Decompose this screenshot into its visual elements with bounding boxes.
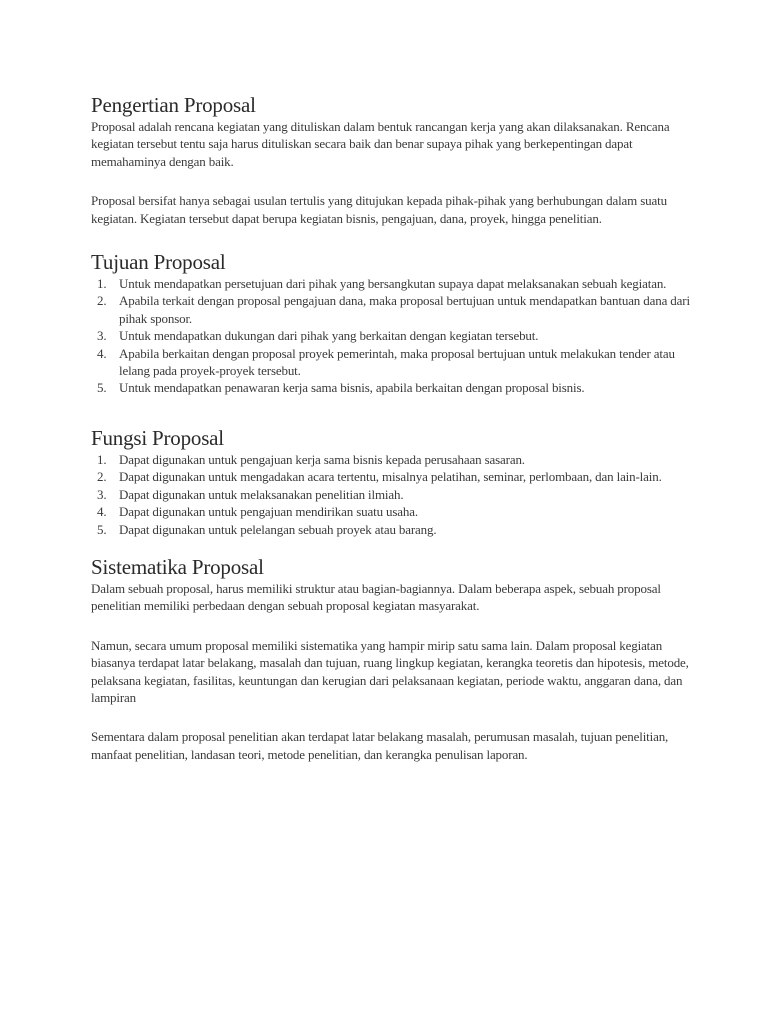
paragraph: Sementara dalam proposal penelitian akan terdapat latar belakang masalah, perumusan masalah, tujuan penelitian, manfaat penelitian, landasan teori, metode penelitian, dan kerangka penulisan laporan. bbox=[91, 729, 669, 762]
list-item-text: Dapat digunakan untuk pengajuan kerja sama bisnis kepada perusahaan sasaran. bbox=[119, 451, 525, 467]
list-number: 5. bbox=[97, 521, 107, 537]
section-title-tujuan: Tujuan Proposal bbox=[91, 250, 226, 275]
list-item-text: Apabila terkait dengan proposal pengajuan dana, maka proposal bertujuan untuk mendapatkan bantuan dana dari pihak sponsor. bbox=[119, 293, 690, 326]
tujuan-list bbox=[91, 275, 691, 397]
list-number: 1. bbox=[97, 451, 107, 467]
list-number: 3. bbox=[97, 486, 107, 502]
fungsi-list bbox=[91, 451, 691, 538]
list-item bbox=[91, 379, 691, 396]
list-item-text: Dapat digunakan untuk melaksanakan penelitian ilmiah. bbox=[119, 486, 404, 502]
section-sistematika bbox=[91, 554, 691, 763]
list-item-text: Untuk mendapatkan penawaran kerja sama bisnis, apabila berkaitan dengan proposal bisnis. bbox=[119, 380, 585, 396]
paragraph: Proposal bersifat hanya sebagai usulan tertulis yang ditujukan kepada pihak-pihak yang berhubungan dalam suatu kegiatan. Kegiatan tersebut dapat berupa kegiatan bisnis, pengajuan, dana, proyek, hingga penelitian. bbox=[91, 193, 667, 226]
paragraph: Namun, secara umum proposal memiliki sistematika yang hampir mirip satu sama lain. Dalam proposal kegiatan biasanya terdapat latar belakang, masalah dan tujuan, ruang lingkup kegiatan, kerangka teoretis dan hipotesis, metode, pelaksana kegiatan, fasilitas, keuntungan dan kerugian dari pelaksanaan kegiatan, periode waktu, anggaran dana, dan lampiran bbox=[91, 637, 689, 705]
list-item-text: Dapat digunakan untuk mengadakan acara tertentu, misalnya pelatihan, seminar, perlombaan, dan lain-lain. bbox=[119, 469, 662, 485]
list-item bbox=[91, 451, 691, 468]
section-pengertian bbox=[91, 92, 691, 227]
list-item bbox=[91, 345, 691, 380]
section-title-fungsi: Fungsi Proposal bbox=[91, 425, 224, 450]
list-item-text: Apabila berkaitan dengan proposal proyek pemerintah, maka proposal bertujuan untuk melakukan tender atau lelang pada proyek-proyek tersebut. bbox=[119, 345, 675, 379]
list-number: 5. bbox=[97, 380, 107, 396]
list-number: 2. bbox=[97, 469, 107, 485]
list-item-text: Untuk mendapatkan persetujuan dari pihak yang bersangkutan supaya dapat melaksanakan sebuah kegiatan. bbox=[119, 276, 667, 292]
list-number: 3. bbox=[97, 328, 107, 344]
document-page bbox=[91, 92, 691, 763]
list-number: 4. bbox=[97, 345, 107, 361]
list-item bbox=[91, 292, 691, 327]
list-number: 2. bbox=[97, 293, 107, 309]
list-item-text: Dapat digunakan untuk pelelangan sebuah proyek atau barang. bbox=[119, 521, 437, 537]
list-item-text: Untuk mendapatkan dukungan dari pihak yang berkaitan dengan kegiatan tersebut. bbox=[119, 328, 539, 344]
paragraph: Proposal adalah rencana kegiatan yang dituliskan dalam bentuk rancangan kerja yang akan dilaksanakan. Rencana kegiatan tersebut tentu saja harus dituliskan secara baik dan benar supaya pihak yang berkepentingan dapat memahaminya dengan baik. bbox=[91, 119, 670, 169]
list-number: 1. bbox=[97, 276, 107, 292]
list-item bbox=[91, 521, 691, 538]
section-tujuan bbox=[91, 249, 691, 397]
section-title-pengertian: Pengertian Proposal bbox=[91, 93, 256, 117]
list-number: 4. bbox=[97, 504, 107, 520]
list-item-text: Dapat digunakan untuk pengajuan mendirikan suatu usaha. bbox=[119, 504, 418, 520]
section-title-sistematika: Sistematika Proposal bbox=[91, 554, 264, 579]
list-item bbox=[91, 468, 691, 485]
paragraph: Dalam sebuah proposal, harus memiliki struktur atau bagian-bagiannya. Dalam beberapa aspek, sebuah proposal penelitian memiliki perbedaan dengan sebuah proposal kegiatan masyarakat. bbox=[91, 580, 661, 614]
list-item bbox=[91, 503, 691, 520]
list-item bbox=[91, 486, 691, 503]
section-fungsi bbox=[91, 425, 691, 538]
list-item bbox=[91, 327, 691, 344]
list-item bbox=[91, 275, 691, 292]
